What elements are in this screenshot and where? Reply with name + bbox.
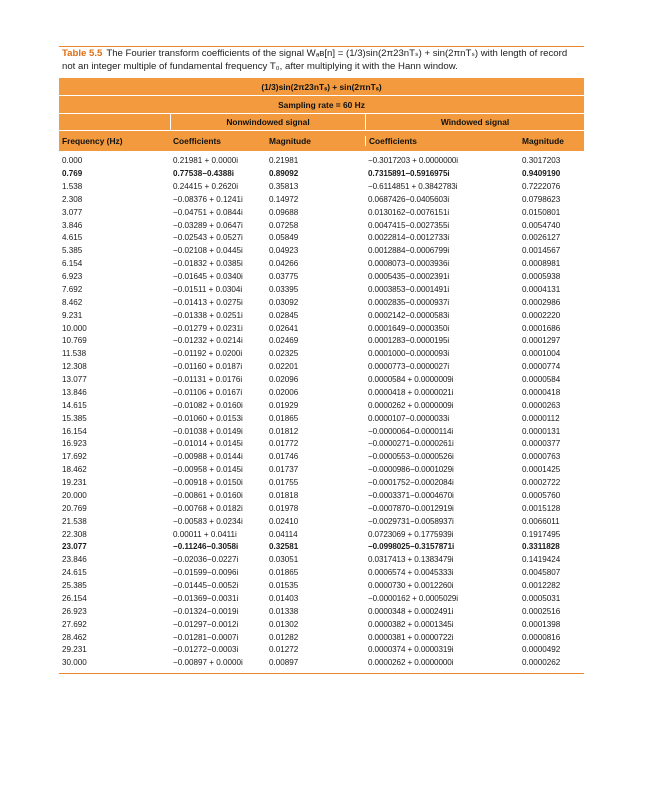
windowed-magnitude-cell: 0.0000131 [522,426,561,436]
frequency-cell: 1.538 [62,181,83,191]
coefficient-cell: −0.01369−0.0031i [173,593,239,603]
table-row [59,283,584,296]
frequency-cell: 9.231 [62,310,83,320]
table-row [59,437,584,450]
col-windowed-magnitude: Magnitude [522,136,564,147]
frequency-cell: 23.077 [62,542,87,552]
table-row [59,553,584,566]
col-coefficients: Coefficients [173,136,221,147]
magnitude-cell: 0.00897 [269,658,299,668]
table-row [59,476,584,489]
magnitude-cell: 0.03051 [269,555,299,565]
magnitude-cell: 0.02096 [269,375,299,384]
frequency-cell: 5.385 [62,246,83,256]
frequency-cell: 28.462 [62,632,87,642]
magnitude-cell: 0.35813 [269,181,299,191]
windowed-magnitude-cell: 0.0000112 [522,413,560,423]
coefficient-cell: −0.02108 + 0.0445i [173,246,243,256]
frequency-cell: 26.154 [62,593,87,603]
windowed-coefficient-cell: −0.0000553−0.0000526i [368,452,454,462]
coefficient-cell: −0.01281−0.0007i [173,632,239,642]
windowed-magnitude-cell: 0.0008981 [522,259,561,269]
coefficient-cell: 0.77538−0.4388i [173,169,234,178]
coefficient-cell: −0.01272−0.0003i [173,645,239,655]
coefficient-cell: −0.02036−0.0227i [173,555,239,565]
windowed-coefficient-cell: 0.0000730 + 0.0012260i [368,581,454,590]
windowed-coefficient-cell: 0.0047415−0.0027355i [368,220,450,230]
magnitude-cell: 0.01282 [269,632,299,642]
table-row [59,631,584,644]
coefficient-cell: 0.00011 + 0.0411i [173,529,237,539]
table-row [59,618,584,631]
windowed-magnitude-cell: 0.0005031 [522,593,561,603]
frequency-cell: 6.154 [62,259,83,269]
coefficient-cell: −0.00958 + 0.0145i [173,465,243,475]
frequency-cell: 24.615 [62,568,87,578]
table-row [59,592,584,605]
coefficient-cell: −0.01338 + 0.0251i [173,310,243,320]
windowed-coefficient-cell: −0.3017203 + 0.0000000i [368,156,458,166]
table-row [59,502,584,515]
windowed-magnitude-cell: 0.0798623 [522,194,561,204]
windowed-coefficient-cell: 0.0002835−0.0000937i [368,297,450,307]
magnitude-cell: 0.01302 [269,619,299,629]
windowed-magnitude-cell: 0.0015128 [522,503,561,513]
frequency-cell: 13.077 [62,375,87,384]
table-row [59,309,584,322]
coefficient-cell: 0.24415 + 0.2620i [173,181,239,191]
coefficient-cell: −0.03289 + 0.0647i [173,220,243,230]
table-row [59,425,584,438]
coefficient-cell: −0.01832 + 0.0385i [173,259,243,269]
windowed-coefficient-cell: −0.0000986−0.0001029i [368,465,454,475]
frequency-cell: 6.923 [62,272,83,281]
frequency-cell: 3.077 [62,207,83,217]
coefficient-cell: −0.01082 + 0.0160i [173,400,243,410]
windowed-magnitude-cell: 0.0000377 [522,439,561,449]
table-row [59,579,584,592]
windowed-magnitude-cell: 0.0005760 [522,490,561,500]
windowed-magnitude-cell: 0.0000263 [522,400,561,410]
magnitude-cell: 0.04114 [269,529,298,539]
windowed-magnitude-cell: 0.0000763 [522,452,561,462]
frequency-cell: 27.692 [62,619,87,629]
table-row [59,167,584,180]
windowed-coefficient-cell: 0.0000262 + 0.0000009i [368,400,454,410]
magnitude-cell: 0.01929 [269,400,299,410]
table-row [59,463,584,476]
windowed-group: Windowed signal [365,114,584,130]
windowed-coefficient-cell: 0.0008073−0.0003936i [368,259,450,269]
table-row [59,206,584,219]
frequency-cell: 0.000 [62,156,83,166]
table-row [59,515,584,528]
coefficient-cell: −0.01060 + 0.0153i [173,413,243,423]
coefficient-cell: −0.00861 + 0.0160i [173,490,243,500]
frequency-cell: 0.769 [62,169,83,178]
col-frequency: Frequency (Hz) [62,136,123,147]
bottom-rule [59,673,584,674]
frequency-cell: 10.000 [62,323,87,333]
magnitude-cell: 0.07258 [269,220,299,230]
magnitude-cell: 0.09688 [269,207,299,217]
table-row [59,334,584,347]
table-row [59,270,584,283]
windowed-magnitude-cell: 0.3017203 [522,156,561,166]
windowed-coefficient-cell: 0.0723069 + 0.1775939i [368,529,454,539]
sampling-header [59,95,584,113]
frequency-cell: 21.538 [62,516,87,526]
windowed-coefficient-cell: 0.0005435−0.0002391i [368,272,450,281]
magnitude-cell: 0.01818 [269,490,299,500]
windowed-magnitude-cell: 0.0001425 [522,465,561,475]
frequency-cell: 15.385 [62,413,87,423]
coefficient-cell: −0.01279 + 0.0231i [173,323,243,333]
column-header-row [59,130,584,151]
coefficient-cell: −0.01014 + 0.0145i [173,439,243,449]
frequency-cell: 23.846 [62,555,87,565]
windowed-magnitude-cell: 0.0004131 [522,284,561,294]
coefficient-cell: −0.01511 + 0.0304i [173,284,243,294]
windowed-magnitude-cell: 0.0002722 [522,478,561,487]
windowed-coefficient-cell: −0.6114851 + 0.3842783i [368,181,458,191]
windowed-magnitude-cell: 0.0066011 [522,516,560,526]
magnitude-cell: 0.03092 [269,297,299,307]
coefficient-cell: 0.21981 + 0.0000i [173,156,239,166]
windowed-magnitude-cell: 0.3311828 [522,542,560,552]
table-row [59,154,584,167]
frequency-cell: 11.538 [62,349,87,359]
table-row [59,193,584,206]
windowed-coefficient-cell: −0.0000271−0.0000261i [368,439,454,449]
magnitude-cell: 0.01272 [269,645,299,655]
windowed-magnitude-cell: 0.1917495 [522,529,561,539]
coefficient-cell: −0.00918 + 0.0150i [173,478,243,487]
windowed-coefficient-cell: 0.0002142−0.0000583i [368,310,450,320]
signal-formula: (1/3)sin(2π23nTₛ) + sin(2πnTₛ) [261,81,382,92]
windowed-coefficient-cell: 0.0000382 + 0.0001345i [368,619,454,629]
magnitude-cell: 0.14972 [269,194,299,204]
windowed-coefficient-cell: −0.0000162 + 0.0005029i [368,593,458,603]
coefficient-cell: −0.01324−0.0019i [173,606,239,616]
coefficient-cell: −0.00897 + 0.0000i [173,658,243,668]
coefficient-cell: −0.01192 + 0.0200i [173,349,243,359]
magnitude-cell: 0.02201 [269,362,299,372]
nonwindowed-group: Nonwindowed signal [170,114,365,130]
magnitude-cell: 0.02410 [269,516,299,526]
magnitude-cell: 0.02845 [269,310,299,320]
frequency-cell: 18.462 [62,465,87,475]
table-caption [59,46,584,77]
magnitude-cell: 0.32581 [269,542,299,552]
windowed-magnitude-cell: 0.0150801 [522,207,561,217]
table-row [59,605,584,618]
windowed-magnitude-cell: 0.0000262 [522,658,561,668]
magnitude-cell: 0.02325 [269,349,299,359]
coefficient-cell: −0.11246−0.3058i [173,542,239,552]
frequency-cell: 2.308 [62,194,83,204]
table-row [59,412,584,425]
frequency-cell: 20.000 [62,490,87,500]
windowed-magnitude-cell: 0.0001398 [522,619,561,629]
frequency-cell: 12.308 [62,362,87,372]
coefficient-cell: −0.00988 + 0.0144i [173,452,243,462]
windowed-magnitude-cell: 0.0045807 [522,568,561,578]
windowed-coefficient-cell: −0.0000064−0.0000114i [368,426,454,436]
frequency-cell: 7.692 [62,284,83,294]
magnitude-cell: 0.01865 [269,568,299,578]
windowed-magnitude-cell: 0.0001297 [522,336,561,346]
windowed-magnitude-cell: 0.0000584 [522,375,561,384]
magnitude-cell: 0.04266 [269,259,299,269]
windowed-coefficient-cell: 0.0000107−0.0000033i [368,413,450,423]
table-row [59,257,584,270]
table-row [59,244,584,257]
coefficient-cell: −0.01645 + 0.0340i [173,272,243,281]
magnitude-cell: 0.02469 [269,336,299,346]
windowed-magnitude-cell: 0.0005938 [522,272,561,281]
caption-text: The Fourier transform coefficients of the signal Wₐʙ[n] = (1/3)sin(2π23nTₛ) + sin(2πnTₛ) with length of record not an integer multiple of fundamental frequency T₀, after multiplying it with the Hann window. [62,48,568,72]
magnitude-cell: 0.03775 [269,272,299,281]
magnitude-cell: 0.01746 [269,452,299,462]
col-magnitude: Magnitude [269,136,311,147]
windowed-coefficient-cell: 0.0000262 + 0.0000000i [368,658,454,668]
windowed-magnitude-cell: 0.0001004 [522,349,561,359]
magnitude-cell: 0.01535 [269,581,299,590]
fourier-table [59,46,584,674]
windowed-coefficient-cell: 0.0001649−0.0000350i [368,323,450,333]
windowed-coefficient-cell: 0.0130162−0.0076151i [368,207,450,217]
windowed-coefficient-cell: 0.0006574 + 0.0045333i [368,568,454,578]
windowed-magnitude-cell: 0.0000816 [522,632,561,642]
table-row [59,386,584,399]
table-row [59,296,584,309]
table-row [59,399,584,412]
magnitude-cell: 0.01737 [269,465,299,475]
windowed-coefficient-cell: 0.0012884−0.0006799i [368,246,450,256]
magnitude-cell: 0.21981 [269,156,299,166]
table-row [59,540,584,553]
windowed-coefficient-cell: −0.0003371−0.0004670i [368,490,454,500]
windowed-magnitude-cell: 0.0014567 [522,246,561,256]
magnitude-cell: 0.01338 [269,606,299,616]
frequency-cell: 29.231 [62,645,87,655]
table-body [59,151,584,669]
magnitude-cell: 0.89092 [269,169,299,178]
table-row [59,347,584,360]
frequency-cell: 8.462 [62,297,83,307]
windowed-coefficient-cell: 0.0001000−0.0000093i [368,349,450,359]
windowed-magnitude-cell: 0.0001686 [522,323,561,333]
frequency-cell: 16.923 [62,439,87,449]
windowed-coefficient-cell: 0.0317413 + 0.1383479i [368,555,454,565]
windowed-magnitude-cell: 0.0026127 [522,233,561,243]
magnitude-cell: 0.01755 [269,478,299,487]
windowed-coefficient-cell: −0.0998025−0.3157871i [368,542,455,552]
windowed-coefficient-cell: −0.0001752−0.0002084i [368,478,454,487]
windowed-magnitude-cell: 0.7222076 [522,181,561,191]
windowed-coefficient-cell: 0.0000381 + 0.0000722i [368,632,454,642]
table-row [59,566,584,579]
magnitude-cell: 0.01403 [269,593,299,603]
frequency-cell: 17.692 [62,452,87,462]
magnitude-cell: 0.01865 [269,413,299,423]
table-row [59,656,584,669]
table-row [59,489,584,502]
magnitude-cell: 0.02641 [269,323,299,333]
frequency-cell: 19.231 [62,478,87,487]
signal-header [59,77,584,95]
frequency-cell: 20.769 [62,503,87,513]
frequency-cell: 14.615 [62,400,87,410]
frequency-cell: 26.923 [62,606,87,616]
coefficient-cell: −0.01106 + 0.0167i [173,387,243,397]
coefficient-cell: −0.00768 + 0.0182i [173,503,243,513]
magnitude-cell: 0.03395 [269,284,299,294]
frequency-cell: 4.615 [62,233,83,243]
caption-label: Table 5.5 [62,48,103,59]
col-windowed-coefficients: Coefficients [365,136,519,146]
table-row [59,373,584,386]
windowed-magnitude-cell: 0.0054740 [522,220,561,230]
table-row [59,528,584,541]
windowed-magnitude-cell: 0.0002986 [522,297,561,307]
group-header-row [59,113,584,130]
table-row [59,231,584,244]
frequency-cell: 25.385 [62,581,87,590]
coefficient-cell: −0.01232 + 0.0214i [173,336,243,346]
table-row [59,360,584,373]
coefficient-cell: −0.02543 + 0.0527i [173,233,243,243]
windowed-coefficient-cell: 0.0000418 + 0.0000021i [368,387,454,397]
windowed-coefficient-cell: 0.7315891−0.5916975i [368,169,450,178]
windowed-coefficient-cell: 0.0687426−0.0405603i [368,194,450,204]
windowed-coefficient-cell: 0.0000773−0.0000027i [368,362,450,372]
frequency-cell: 3.846 [62,220,83,230]
magnitude-cell: 0.02006 [269,387,299,397]
frequency-cell: 13.846 [62,387,87,397]
windowed-coefficient-cell: 0.0000348 + 0.0002491i [368,606,454,616]
coefficient-cell: −0.04751 + 0.0844i [173,207,243,217]
windowed-magnitude-cell: 0.0000492 [522,645,561,655]
coefficient-cell: −0.01131 + 0.0176i [173,375,243,384]
magnitude-cell: 0.01978 [269,503,299,513]
windowed-coefficient-cell: −0.0007870−0.0012919i [368,503,454,513]
coefficient-cell: −0.01445−0.0052i [173,581,239,590]
frequency-cell: 16.154 [62,426,87,436]
windowed-magnitude-cell: 0.9409190 [522,169,561,178]
coefficient-cell: −0.08376 + 0.1241i [173,194,243,204]
magnitude-cell: 0.05849 [269,233,299,243]
windowed-magnitude-cell: 0.0002516 [522,606,561,616]
windowed-coefficient-cell: 0.0000374 + 0.0000319i [368,645,454,655]
coefficient-cell: −0.01038 + 0.0149i [173,426,243,436]
windowed-coefficient-cell: 0.0022814−0.0012733i [368,233,450,243]
coefficient-cell: −0.01599−0.0096i [173,568,239,578]
coefficient-cell: −0.01413 + 0.0275i [173,297,243,307]
table-row [59,643,584,656]
table-row [59,219,584,232]
windowed-magnitude-cell: 0.0000418 [522,387,561,397]
table-row [59,322,584,335]
magnitude-cell: 0.01812 [269,426,299,436]
coefficient-cell: −0.01297−0.0012i [173,619,239,629]
magnitude-cell: 0.01772 [269,439,299,449]
table-row [59,180,584,193]
frequency-cell: 10.769 [62,336,87,346]
windowed-magnitude-cell: 0.0000774 [522,362,561,372]
windowed-magnitude-cell: 0.1419424 [522,555,561,565]
frequency-cell: 30.000 [62,658,87,668]
windowed-coefficient-cell: 0.0001283−0.0000195i [368,336,450,346]
coefficient-cell: −0.01160 + 0.0187i [173,362,243,372]
windowed-coefficient-cell: −0.0029731−0.0058937i [368,516,454,526]
windowed-magnitude-cell: 0.0012282 [522,581,561,590]
sampling-rate: Sampling rate = 60 Hz [278,99,365,110]
windowed-magnitude-cell: 0.0002220 [522,310,561,320]
frequency-cell: 22.308 [62,529,87,539]
windowed-coefficient-cell: 0.0000584 + 0.0000009i [368,375,454,384]
table-row [59,450,584,463]
magnitude-cell: 0.04923 [269,246,299,256]
windowed-coefficient-cell: 0.0003853−0.0001491i [368,284,450,294]
coefficient-cell: −0.00583 + 0.0234i [173,516,243,526]
